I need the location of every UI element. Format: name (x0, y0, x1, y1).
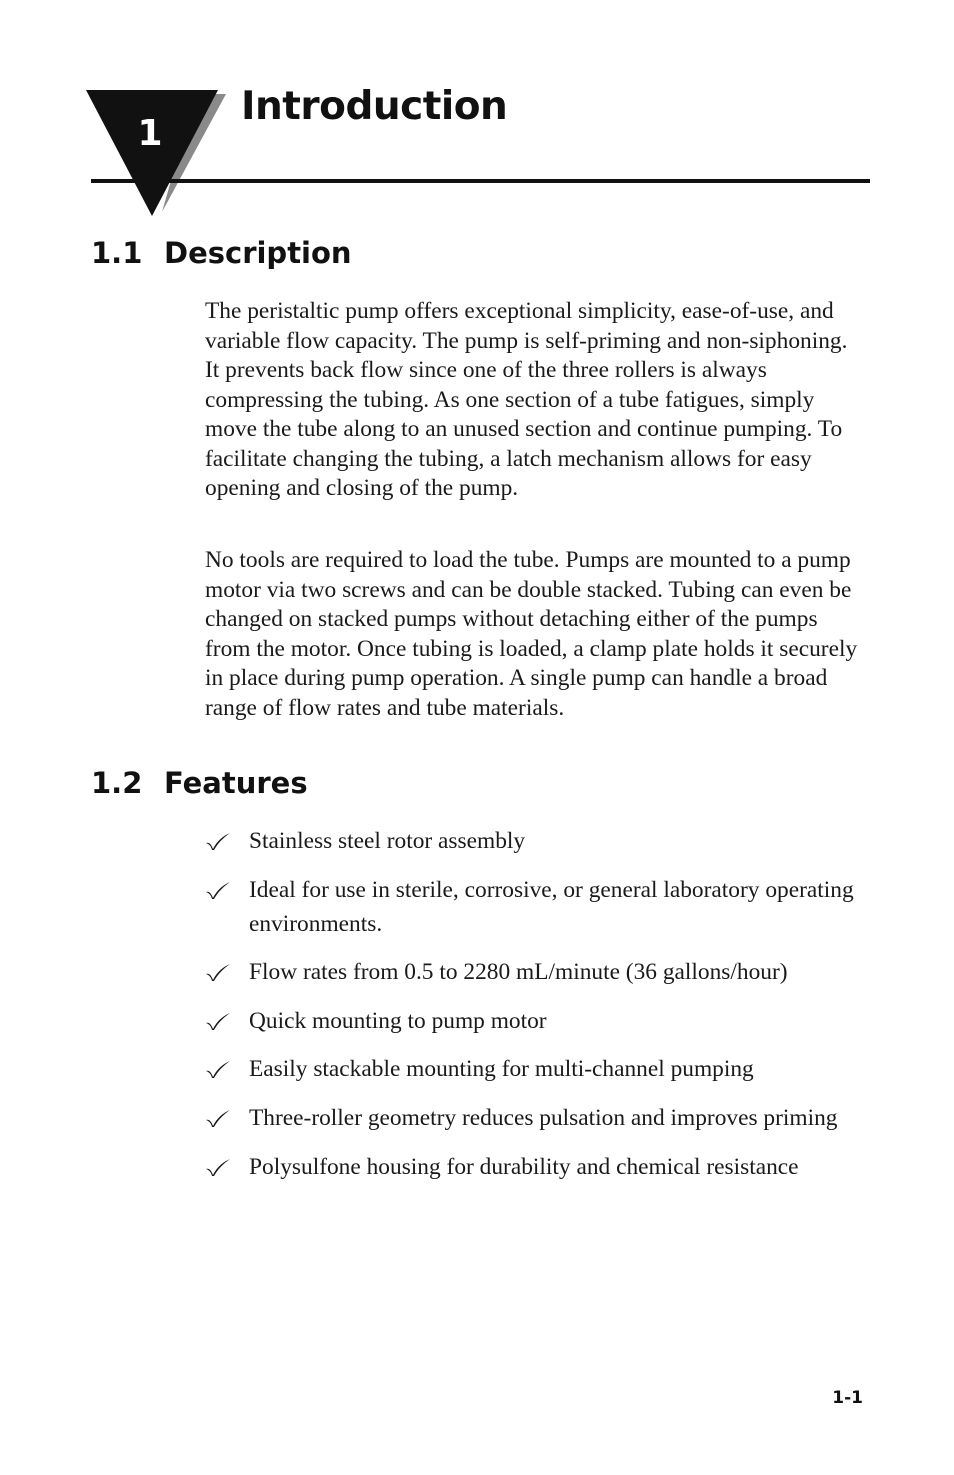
check-icon (205, 1109, 231, 1127)
feature-text: Easily stackable mounting for multi-channel pumping (249, 1056, 754, 1083)
chapter-title: Introduction (241, 84, 508, 129)
feature-text: Ideal for use in sterile, corrosive, or general laboratory operating environments. (249, 876, 854, 937)
check-icon (205, 832, 231, 850)
list-item (205, 1101, 875, 1135)
section-title: Features (164, 766, 308, 800)
check-icon (205, 1012, 231, 1030)
feature-text: Polysulfone housing for durability and chemical resistance (249, 1153, 799, 1180)
description-paragraph-2: No tools are required to load the tube. Pumps are mounted to a pump motor via two screws and can be double stacked. Tubing can even be changed on stacked pumps without detaching either of the pumps from the motor. Once tubing is loaded, a clamp plate holds it securely in place during pump operation. A single pump can handle a broad range of flow rates and tube materials. (205, 547, 858, 721)
section-title: Description (164, 236, 352, 270)
feature-text: Quick mounting to pump motor (249, 1007, 547, 1034)
features-list (205, 824, 875, 1198)
check-icon (205, 881, 231, 899)
feature-text: Flow rates from 0.5 to 2280 mL/minute (36 gallons/hour) (249, 959, 788, 986)
description-paragraph-1: The peristaltic pump offers exceptional simplicity, ease-of-use, and variable flow capacity. The pump is self-priming and non-siphoning. It prevents back flow since one of the three rollers is always compressing the tubing. As one section of a tube fatigues, simply move the tube along to an unused section and continue pumping. To facilitate changing the tubing, a latch mechanism allows for easy opening and closing of the pump. (205, 298, 848, 501)
feature-text: Three-roller geometry reduces pulsation and improves priming (249, 1104, 838, 1131)
chapter-rule (91, 179, 870, 183)
section-number: 1.2 (91, 766, 143, 800)
check-icon (205, 1060, 231, 1078)
list-item (205, 824, 875, 858)
list-item (205, 873, 875, 941)
list-item (205, 1052, 875, 1086)
section-heading-description (91, 235, 352, 271)
feature-text: Stainless steel rotor assembly (249, 828, 526, 854)
check-icon (205, 1158, 231, 1176)
section-heading-features (91, 765, 308, 801)
triangle-chapter-icon (86, 90, 226, 216)
page-number: 1-1 (832, 1388, 863, 1408)
list-item (205, 1150, 875, 1184)
list-item (205, 1004, 875, 1038)
chapter-number: 1 (137, 113, 163, 154)
check-icon (205, 963, 231, 981)
section-number: 1.1 (91, 236, 143, 270)
list-item (205, 955, 875, 989)
